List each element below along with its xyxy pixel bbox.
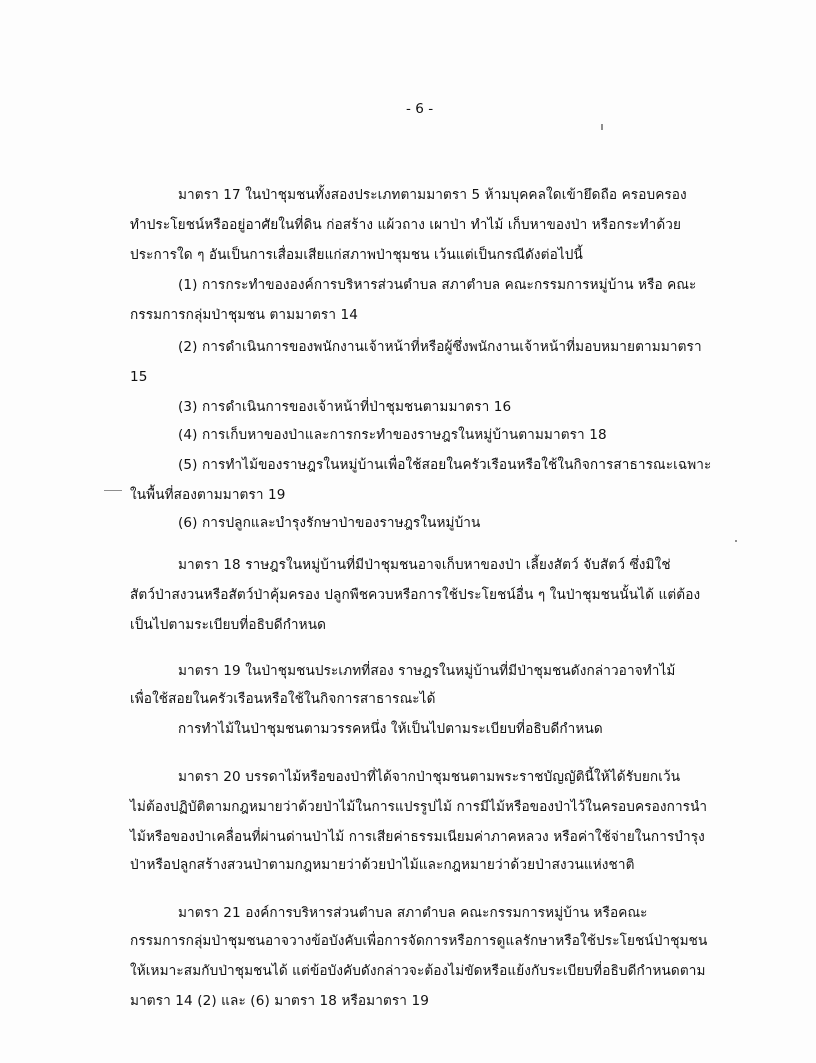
section-19-line-3: การทำไม้ในป่าชุมชนตามวรรคหนึ่ง ให้เป็นไปตามระเบียบที่อธิบดีกำหนด [178, 721, 603, 737]
section-17-item-1-cont: กรรมการกลุ่มป่าชุมชน ตามมาตรา 14 [130, 307, 358, 323]
section-17-item-1: (1) การกระทำขององค์การบริหารส่วนตำบล สภาตำบล คณะกรรมการหมู่บ้าน หรือ คณะ [178, 277, 697, 293]
scan-speck [104, 490, 122, 491]
section-17-line-2: ทำประโยชน์หรืออยู่อาศัยในที่ดิน ก่อสร้าง แผ้วถาง เผาป่า ทำไม้ เก็บหาของป่า หรือกระทำด้วย [130, 217, 682, 233]
section-19-line-2: เพื่อใช้สอยในครัวเรือนหรือใช้ในกิจการสาธารณะได้ [130, 691, 436, 707]
section-17-line-3: ประการใด ๆ อันเป็นการเสื่อมเสียแก่สภาพป่าชุมชน เว้นแต่เป็นกรณีดังต่อไปนี้ [130, 247, 583, 263]
section-20-line-3: ไม้หรือของป่าเคลื่อนที่ผ่านด่านป่าไม้ การเสียค่าธรรมเนียมค่าภาคหลวง หรือค่าใช้จ่ายในการบำรุง [130, 829, 705, 845]
section-17-item-4: (4) การเก็บหาของป่าและการกระทำของราษฎรในหมู่บ้านตามมาตรา 18 [178, 427, 607, 443]
section-21-line-2: กรรมการกลุ่มป่าชุมชนอาจวางข้อบังคับเพื่อการจัดการหรือการดูแลรักษาหรือใช้ประโยชน์ป่าชุมชน [130, 933, 708, 949]
section-17-item-5: (5) การทำไม้ของราษฎรในหมู่บ้านเพื่อใช้สอยในครัวเรือนหรือใช้ในกิจการสาธารณะเฉพาะ [178, 457, 712, 473]
section-20-line-4: ป่าหรือปลูกสร้างสวนป่าตามกฎหมายว่าด้วยป่าไม้และกฎหมายว่าด้วยป่าสงวนแห่งชาติ [130, 857, 635, 873]
section-17-line-1: มาตรา 17 ในป่าชุมชนทั้งสองประเภทตามมาตรา 5 ห้ามบุคคลใดเข้ายึดถือ ครอบครอง [178, 187, 687, 203]
section-18-line-1: มาตรา 18 ราษฎรในหมู่บ้านที่มีป่าชุมชนอาจเก็บหาของป่า เลี้ยงสัตว์ จับสัตว์ ซึ่งมิใช่ [178, 557, 671, 573]
section-18-line-2: สัตว์ป่าสงวนหรือสัตว์ป่าคุ้มครอง ปลูกพืชควบหรือการใช้ประโยชน์อื่น ๆ ในป่าชุมชนนั้นได้ แต่ต้อง [130, 587, 701, 603]
section-21-line-1: มาตรา 21 องค์การบริหารส่วนตำบล สภาตำบล คณะกรรมการหมู่บ้าน หรือคณะ [178, 905, 648, 921]
scan-speck [601, 124, 603, 130]
section-17-item-2: (2) การดำเนินการของพนักงานเจ้าหน้าที่หรือผู้ซึ่งพนักงานเจ้าหน้าที่มอบหมายตามมาตรา [178, 339, 702, 355]
scan-speck [735, 540, 737, 542]
section-19-line-1: มาตรา 19 ในป่าชุมชนประเภทที่สอง ราษฎรในหมู่บ้านที่มีป่าชุมชนดังกล่าวอาจทำไม้ [178, 663, 676, 679]
section-17-item-2-cont: 15 [130, 369, 148, 385]
section-21-line-3: ให้เหมาะสมกับป่าชุมชนได้ แต่ข้อบังคับดังกล่าวจะต้องไม่ขัดหรือแย้งกับระเบียบที่อธิบดีกำหนดตาม [130, 963, 706, 979]
section-17-item-3: (3) การดำเนินการของเจ้าหน้าที่ป่าชุมชนตามมาตรา 16 [178, 399, 512, 415]
page-number: - 6 - [406, 101, 434, 117]
section-17-item-6: (6) การปลูกและบำรุงรักษาป่าของราษฎรในหมู่บ้าน [178, 515, 481, 531]
section-20-line-2: ไม่ต้องปฏิบัติตามกฎหมายว่าด้วยป่าไม้ในการแปรรูปไม้ การมีไม้หรือของป่าไว้ในครอบครองการนำ [130, 799, 708, 815]
section-17-item-5-cont: ในพื้นที่สองตามมาตรา 19 [130, 487, 286, 503]
section-18-line-3: เป็นไปตามระเบียบที่อธิบดีกำหนด [130, 617, 327, 633]
section-21-line-4: มาตรา 14 (2) และ (6) มาตรา 18 หรือมาตรา 19 [130, 993, 429, 1009]
section-20-line-1: มาตรา 20 บรรดาไม้หรือของป่าที่ได้จากป่าชุมชนตามพระราชบัญญัตินี้ให้ได้รับยกเว้น [178, 769, 681, 785]
